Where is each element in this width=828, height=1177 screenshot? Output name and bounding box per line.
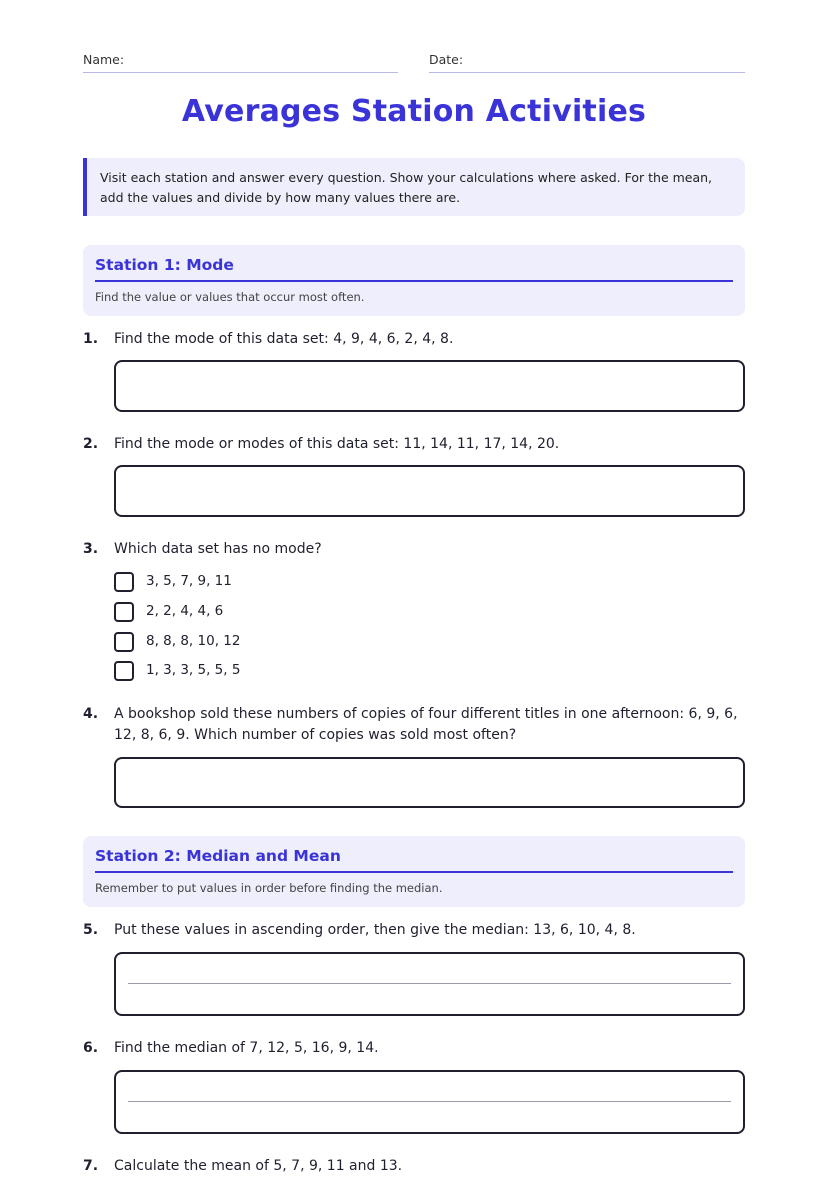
answer-box-5[interactable] [114,952,745,1016]
question-text: Put these values in ascending order, then give the median: 13, 6, 10, 4, 8. [114,922,636,938]
question-6 [83,1038,745,1059]
checkbox[interactable] [114,572,134,592]
date-label: Date: [429,52,464,67]
answer-box-2[interactable] [114,465,745,517]
question-2 [83,434,745,455]
question-number: 2. [83,436,99,452]
question-4 [83,704,745,746]
answer-box-6[interactable] [114,1070,745,1134]
writing-line [128,1101,731,1102]
instructions-box: Visit each station and answer every question. Show your calculations where asked. For the mean, add the values and divide by how many values there are. [83,158,745,216]
name-label: Name: [83,52,125,67]
station-subtitle: Remember to put values in order before finding the median. [95,881,443,895]
option-label: 2, 2, 4, 4, 6 [146,603,224,619]
question-text: Which data set has no mode? [114,541,322,557]
page-title: Averages Station Activities [181,94,647,129]
checkbox[interactable] [114,602,134,622]
station-title: Station 2: Median and Mean [95,847,733,873]
answer-box-1[interactable] [114,360,745,412]
station-subtitle: Find the value or values that occur most often. [95,290,365,304]
question-text: Find the mode of this data set: 4, 9, 4, 6, 2, 4, 8. [114,331,454,347]
writing-line [128,983,731,984]
question-number: 6. [83,1040,99,1056]
question-7 [83,1156,745,1177]
station-2-header [83,836,745,907]
station-1-header [83,245,745,316]
question-text: Find the median of 7, 12, 5, 16, 9, 14. [114,1040,379,1056]
checkbox[interactable] [114,661,134,681]
option-label: 1, 3, 3, 5, 5, 5 [146,662,241,678]
option-label: 3, 5, 7, 9, 11 [146,573,232,589]
question-text: Find the mode or modes of this data set: 11, 14, 11, 17, 14, 20. [114,436,560,452]
question-text: Calculate the mean of 5, 7, 9, 11 and 13. [114,1158,403,1174]
answer-box-4[interactable] [114,757,745,808]
question-3 [83,539,745,560]
question-number: 7. [83,1158,99,1174]
question-5 [83,920,745,941]
name-field[interactable] [83,52,398,73]
question-number: 3. [83,541,99,557]
question-1 [83,329,745,350]
option-label: 8, 8, 8, 10, 12 [146,633,241,649]
question-text: A bookshop sold these numbers of copies of four different titles in one afternoon: 6, 9, 6, 12, 8, 6, 9. Which number of copies was sold most often? [114,706,738,743]
question-number: 5. [83,922,99,938]
date-field[interactable] [429,52,745,73]
question-number: 4. [83,706,99,722]
checkbox[interactable] [114,632,134,652]
header-fields [83,52,745,74]
station-title: Station 1: Mode [95,256,733,282]
question-number: 1. [83,331,99,347]
